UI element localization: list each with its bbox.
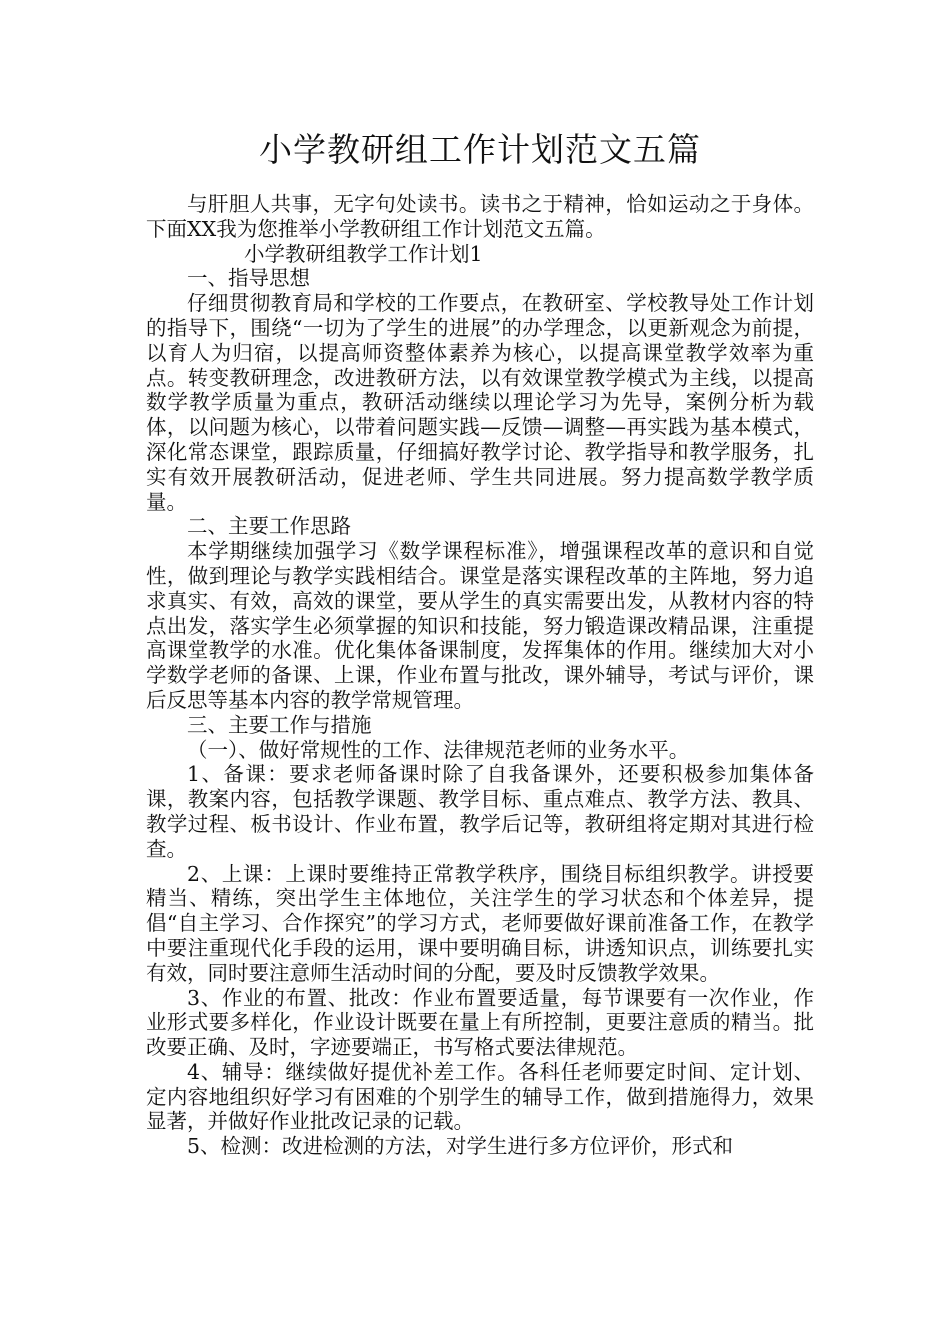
plan-subtitle: 小学教研组教学工作计划1	[244, 241, 483, 266]
list-item: 1、备课：要求老师备课时除了自我备课外，还要积极参加集体备课，教案内容，包括教学课题、教学目标、重点难点、教学方法、教具、教学过程、板书设计、作业布置，教学后记等，教研组将定期对其进行检查。	[146, 762, 814, 861]
list-item: 2、上课：上课时要维持正常教学秩序，围绕目标组织教学。讲授要精当、精练，突出学生主体地位，关注学生的学习状态和个体差异，提倡“自主学习、合作探究”的学习方式，老师要做好课前准备工作，在教学中要注重现代化手段的运用，课中要明确目标，讲透知识点，训练要扎实有效，同时要注意师生活动时间的分配，要及时反馈教学效果。	[146, 861, 814, 985]
list-item: 4、辅导：继续做好提优补差工作。各科任老师要定时间、定计划、定内容地组织好学习有困难的个别学生的辅导工作，做到措施得力，效果显著，并做好作业批改记录的记载。	[146, 1059, 814, 1134]
document-title: 小学教研组工作计划范文五篇	[259, 130, 701, 169]
body-paragraph: 本学期继续加强学习《数学课程标准》，增强课程改革的意识和自觉性，做到理论与教学实践相结合。课堂是落实课程改革的主阵地，努力追求真实、有效，高效的课堂，要从学生的真实需要出发，从教材内容的特点出发，落实学生必须掌握的知识和技能，努力锻造课改精品课，注重提高课堂教学的水准。优化集体备课制度，发挥集体的作用。继续加大对小学数学老师的备课、上课，作业布置与批改，课外辅导，考试与评价，课后反思等基本内容的教学常规管理。	[146, 539, 814, 712]
subsection-heading: （一）、做好常规性的工作、法律规范老师的业务水平。	[187, 737, 690, 762]
intro-paragraph: 与肝胆人共事，无字句处读书。读书之于精神，恰如运动之于身体。下面XX我为您推举小学教研组工作计划范文五篇。	[146, 192, 814, 241]
body-paragraph: 仔细贯彻教育局和学校的工作要点，在教研室、学校教导处工作计划的指导下，围绕“一切为了学生的进展”的办学理念，以更新观念为前提，以育人为归宿，以提高师资整体素养为核心，以提高课堂教学效率为重点。转变教研理念，改进教研方法，以有效课堂教学模式为主线，以提高数学教学质量为重点，教研活动继续以理论学习为先导，案例分析为载体，以问题为核心，以带着问题实践—反馈—调整—再实践为基本模式，深化常态课堂，跟踪质量，仔细搞好教学讨论、教学指导和教学服务，扎实有效开展教研活动，促进老师、学生共同进展。努力提高数学教学质量。	[146, 291, 814, 514]
section-heading: 二、主要工作思路	[187, 514, 351, 539]
list-item: 3、作业的布置、批改：作业布置要适量，每节课要有一次作业，作业形式要多样化，作业设计既要在量上有所控制，更要注意质的精当。批改要正确、及时，字迹要端正，书写格式要法律规范。	[146, 985, 814, 1060]
document-page	[146, 128, 814, 1159]
document-body	[146, 192, 814, 1159]
section-heading: 三、主要工作与措施	[187, 712, 372, 737]
section-heading: 一、指导思想	[187, 266, 310, 291]
list-item: 5、检测：改进检测的方法，对学生进行多方位评价，形式和	[187, 1134, 734, 1159]
